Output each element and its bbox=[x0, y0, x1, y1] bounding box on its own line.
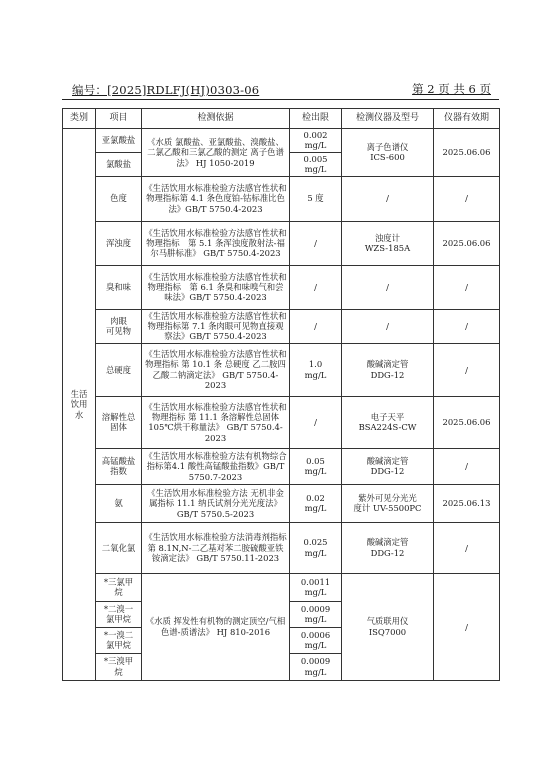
limit-cell: 0.0006 mg/L bbox=[290, 627, 342, 653]
item-cell: 色度 bbox=[96, 176, 142, 221]
instrument-cell: 酸碱滴定管 DDG-12 bbox=[342, 448, 434, 484]
table-row bbox=[63, 522, 500, 573]
col-header-basis: 检测依据 bbox=[142, 109, 290, 129]
instrument-cell: / bbox=[342, 309, 434, 343]
limit-cell: / bbox=[290, 221, 342, 265]
instrument-cell: 电子天平 BSA224S-CW bbox=[342, 396, 434, 448]
basis-cell: 《生活饮用水标准检验方法 无机非金属指标 11.1 纳氏试剂分光光度法》GB/T 5750.5-2023 bbox=[142, 484, 290, 522]
test-method-table bbox=[62, 108, 500, 681]
col-header-category: 类别 bbox=[63, 109, 96, 129]
limit-cell: 0.025 mg/L bbox=[290, 522, 342, 573]
basis-cell: 《生活饮用水标准检验方法消毒剂指标第 8.1N,N-二乙基对苯二胺硫酸亚铁铵滴定法》 GB/T 5750.11-2023 bbox=[142, 522, 290, 573]
validity-cell: 2025.06.06 bbox=[434, 221, 500, 265]
item-cell: 肉眼 可见物 bbox=[96, 309, 142, 343]
instrument-cell: 浊度计 WZS-185A bbox=[342, 221, 434, 265]
item-cell: *三溴甲 烷 bbox=[96, 653, 142, 680]
item-cell: *一溴二 氯甲烷 bbox=[96, 627, 142, 653]
item-cell: 二氧化氯 bbox=[96, 522, 142, 573]
limit-cell: / bbox=[290, 396, 342, 448]
item-cell: 氨 bbox=[96, 484, 142, 522]
table-row bbox=[63, 265, 500, 309]
item-cell: 溶解性总 固体 bbox=[96, 396, 142, 448]
item-cell: *二溴一 氯甲烷 bbox=[96, 601, 142, 627]
item-cell: 臭和味 bbox=[96, 265, 142, 309]
basis-cell: 《生活饮用水标准检验方法感官性状和物理指标 第 11.1 条溶解性总固体 105℃烘干称量法》 GB/T 5750.4-2023 bbox=[142, 396, 290, 448]
table-row bbox=[63, 309, 500, 343]
report-number: 编号：[2025]RDLFJ(HJ)0303-06 bbox=[72, 83, 260, 97]
table-row bbox=[63, 484, 500, 522]
instrument-cell: / bbox=[342, 176, 434, 221]
limit-cell: 0.0009 mg/L bbox=[290, 601, 342, 627]
table-row bbox=[63, 343, 500, 396]
limit-cell: / bbox=[290, 309, 342, 343]
instrument-cell: 离子色谱仪 ICS-600 bbox=[342, 129, 434, 177]
limit-cell: 0.0011 mg/L bbox=[290, 573, 342, 601]
limit-cell: 5 度 bbox=[290, 176, 342, 221]
validity-cell: / bbox=[434, 343, 500, 396]
validity-cell: 2025.06.06 bbox=[434, 129, 500, 177]
limit-cell: 0.05 mg/L bbox=[290, 448, 342, 484]
item-cell: *三氯甲 烷 bbox=[96, 573, 142, 601]
table-row bbox=[63, 396, 500, 448]
basis-cell: 《生活饮用水标准检验方法感官性状和物理指标第 4.1 条色度铂-钴标准比色法》GB/T 5750.4-2023 bbox=[142, 176, 290, 221]
validity-cell: / bbox=[434, 265, 500, 309]
col-header-limit: 检出限 bbox=[290, 109, 342, 129]
header-rule bbox=[62, 99, 499, 100]
basis-cell: 《生活饮用水标准检验方法有机物综合指标第4.1 酸性高锰酸盐指数》GB/T 5750.7-2023 bbox=[142, 448, 290, 484]
table-header-row bbox=[63, 109, 500, 129]
table-row bbox=[63, 448, 500, 484]
col-header-instrument: 检测仪器及型号 bbox=[342, 109, 434, 129]
item-cell: 高锰酸盐 指数 bbox=[96, 448, 142, 484]
category-cell: 生活 饮用 水 bbox=[63, 129, 96, 681]
validity-cell: / bbox=[434, 522, 500, 573]
basis-cell: 《生活饮用水标准检验方法感官性状和物理指标 第 10.1 条 总硬度 乙二胺四乙酸二钠滴定法》 GB/T 5750.4-2023 bbox=[142, 343, 290, 396]
validity-cell: 2025.06.13 bbox=[434, 484, 500, 522]
col-header-item: 项目 bbox=[96, 109, 142, 129]
basis-cell: 《生活饮用水标准检验方法感官性状和物理指标 第 5.1 条浑浊度散射法-福尔马肼标准》 GB/T 5750.4-2023 bbox=[142, 221, 290, 265]
table-row bbox=[63, 221, 500, 265]
item-cell: 总硬度 bbox=[96, 343, 142, 396]
col-header-validity: 仪器有效期 bbox=[434, 109, 500, 129]
instrument-cell: 酸碱滴定管 DDG-12 bbox=[342, 522, 434, 573]
validity-cell: / bbox=[434, 448, 500, 484]
table-row bbox=[63, 176, 500, 221]
limit-cell: 0.005 mg/L bbox=[290, 152, 342, 176]
basis-cell: 《水质 氯酸盐、亚氯酸盐、溴酸盐、二氯乙酸和三氯乙酸的测定 离子色谱法》 HJ 1050-2019 bbox=[142, 129, 290, 177]
validity-cell: 2025.06.06 bbox=[434, 396, 500, 448]
table-row bbox=[63, 573, 500, 601]
limit-cell: 1.0 mg/L bbox=[290, 343, 342, 396]
instrument-cell: 酸碱滴定管 DDG-12 bbox=[342, 343, 434, 396]
item-cell: 浑浊度 bbox=[96, 221, 142, 265]
limit-cell: 0.02 mg/L bbox=[290, 484, 342, 522]
instrument-cell: 紫外可见分光光 度计 UV-5500PC bbox=[342, 484, 434, 522]
item-cell: 亚氯酸盐 bbox=[96, 129, 142, 153]
basis-cell: 《水质 挥发性有机物的测定顶空/气相色谱-质谱法》 HJ 810-2016 bbox=[142, 573, 290, 680]
limit-cell: 0.002 mg/L bbox=[290, 129, 342, 153]
instrument-cell: 气质联用仪 ISQ7000 bbox=[342, 573, 434, 680]
instrument-cell: / bbox=[342, 265, 434, 309]
limit-cell: / bbox=[290, 265, 342, 309]
page-info: 第 2 页 共 6 页 bbox=[412, 82, 491, 96]
basis-cell: 《生活饮用水标准检验方法感官性状和物理指标 第 6.1 条臭和味嗅气和尝味法》GB/T 5750.4-2023 bbox=[142, 265, 290, 309]
item-cell: 氯酸盐 bbox=[96, 152, 142, 176]
table-row bbox=[63, 129, 500, 153]
limit-cell: 0.0009 mg/L bbox=[290, 653, 342, 680]
validity-cell: / bbox=[434, 309, 500, 343]
validity-cell: / bbox=[434, 573, 500, 680]
basis-cell: 《生活饮用水标准检验方法感官性状和物理指标第 7.1 条肉眼可见物直接观察法》GB/T 5750.4-2023 bbox=[142, 309, 290, 343]
validity-cell: / bbox=[434, 176, 500, 221]
